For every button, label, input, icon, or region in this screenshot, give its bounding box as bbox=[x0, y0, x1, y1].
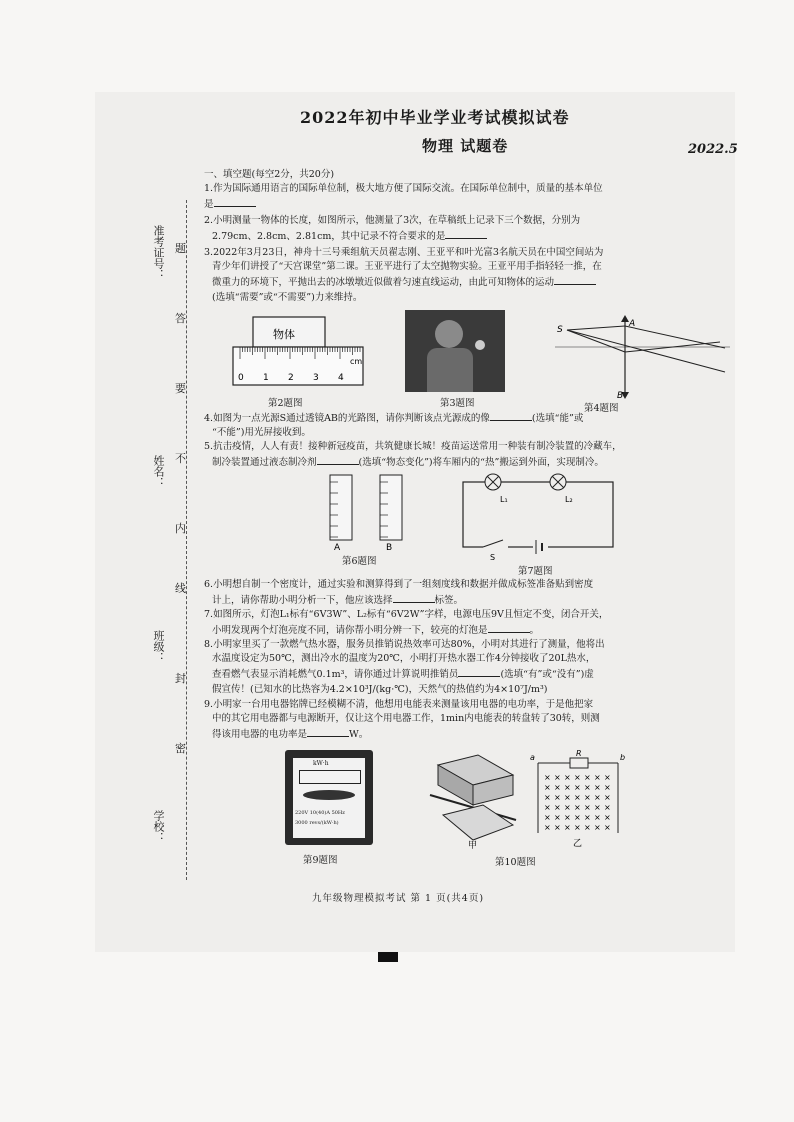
unit-label: cm bbox=[350, 357, 363, 366]
question-5 bbox=[204, 440, 622, 470]
figure-9-meter bbox=[285, 750, 373, 845]
field-x-mark: × bbox=[584, 823, 591, 832]
field-x-mark: × bbox=[564, 783, 571, 792]
meter-digits bbox=[299, 770, 361, 784]
tick-label: 3 bbox=[313, 373, 319, 383]
lens-label-a: A bbox=[629, 319, 636, 329]
exam-date: 2022.5 bbox=[688, 142, 738, 157]
question-text: 5.抗击疫情，人人有责！接种新冠疫苗，共筑健康长城！疫苗运送常用一种装有制冷装置的冷藏车， bbox=[204, 441, 622, 452]
field-x-mark: × bbox=[584, 793, 591, 802]
figure-3-caption: 第3题图 bbox=[440, 398, 475, 409]
figure-6-caption: 第6题图 bbox=[342, 556, 377, 567]
seal-char: 题 bbox=[175, 242, 186, 255]
field-x-mark: × bbox=[564, 813, 571, 822]
field-x-mark: × bbox=[544, 773, 551, 782]
question-text: 是 bbox=[204, 199, 214, 211]
seal-char: 要 bbox=[175, 382, 186, 395]
figure-3-photo bbox=[405, 310, 505, 392]
field-x-mark: × bbox=[604, 803, 611, 812]
lens-arrow-top bbox=[621, 315, 629, 322]
field-x-mark: × bbox=[544, 803, 551, 812]
seal-char: 内 bbox=[175, 522, 186, 535]
seal-char: 不 bbox=[175, 452, 186, 465]
question-text: (选填“能”或 bbox=[531, 413, 584, 424]
light-ray bbox=[567, 330, 725, 372]
question-text: 2.小明测量一物体的长度，如图所示，他测量了3次，在草稿纸上记录下三个数据，分别为 bbox=[204, 215, 581, 226]
field-x-mark: × bbox=[554, 773, 561, 782]
figure-2-ruler bbox=[228, 312, 373, 392]
label-a bbox=[330, 475, 352, 540]
field-x-mark: × bbox=[554, 793, 561, 802]
field-x-mark: × bbox=[574, 823, 581, 832]
figure-10-jia bbox=[428, 750, 518, 850]
answer-blank[interactable] bbox=[214, 196, 256, 207]
l1-label: L₁ bbox=[500, 495, 508, 504]
field-x-mark: × bbox=[574, 783, 581, 792]
question-9 bbox=[204, 698, 600, 743]
yi-label: 乙 bbox=[573, 839, 583, 848]
answer-blank[interactable] bbox=[554, 274, 596, 285]
question-text: 计上，请你帮助小明分析一下，他应该选择 bbox=[212, 595, 393, 607]
light-ray bbox=[567, 330, 625, 352]
question-text: 假宣传！(已知水的比热容为4.2×10³J/(kg·℃)，天然气的热值约为4×10⁷J/m³) bbox=[212, 683, 548, 695]
page-marker bbox=[378, 952, 398, 962]
field-x-mark: × bbox=[544, 823, 551, 832]
figure-7-caption: 第7题图 bbox=[518, 566, 553, 577]
field-x-mark: × bbox=[604, 783, 611, 792]
magnet-bottom bbox=[443, 805, 513, 840]
field-x-mark: × bbox=[594, 783, 601, 792]
astronaut-head bbox=[435, 320, 463, 348]
source-label: S bbox=[557, 325, 563, 335]
point-a-label: a bbox=[530, 753, 535, 762]
question-text: 3.2022年3月23日，神舟十三号乘组航天员翟志刚、王亚平和叶光富3名航天员在中国空间站为 bbox=[204, 247, 604, 258]
question-1 bbox=[204, 182, 603, 212]
field-x-mark: × bbox=[594, 793, 601, 802]
figure-10-yi bbox=[528, 748, 628, 848]
field-x-mark: × bbox=[564, 793, 571, 802]
exam-number-label: 准考证号： bbox=[152, 225, 165, 280]
answer-blank[interactable] bbox=[488, 622, 530, 633]
resistor-label: R bbox=[576, 749, 582, 758]
field-x-mark: × bbox=[604, 793, 611, 802]
field-x-mark: × bbox=[604, 813, 611, 822]
seal-char: 答 bbox=[175, 312, 186, 325]
question-text: 得该用电器的电功率是 bbox=[212, 729, 308, 741]
question-text: (选填“有”或“没有”)虚 bbox=[500, 669, 594, 681]
resistor bbox=[570, 758, 588, 768]
field-x-mark: × bbox=[544, 783, 551, 792]
answer-blank[interactable] bbox=[458, 666, 500, 677]
figure-4-caption: 第4题图 bbox=[584, 403, 619, 414]
page-footer: 九年级物理模拟考试 第 1 页(共4页) bbox=[312, 893, 485, 904]
question-text: W。 bbox=[349, 729, 369, 741]
question-text: “不能”)用光屏接收到。 bbox=[212, 427, 311, 439]
question-text: 2.79cm、2.8cm、2.81cm，其中记录不符合要求的是 bbox=[212, 231, 446, 243]
label-b bbox=[380, 475, 402, 540]
meter-spec: 220V 10(40)A 50Hz bbox=[295, 810, 345, 816]
field-x-mark: × bbox=[594, 773, 601, 782]
jia-label: 甲 bbox=[468, 841, 478, 850]
field-x-mark: × bbox=[594, 813, 601, 822]
question-text: 4.如图为一点光源S通过透镜AB的光路图，请你判断该点光源成的像 bbox=[204, 413, 490, 424]
seal-char: 线 bbox=[175, 582, 186, 595]
question-6 bbox=[204, 578, 593, 608]
field-x-mark: × bbox=[544, 793, 551, 802]
field-x-mark: × bbox=[554, 823, 561, 832]
field-x-mark: × bbox=[574, 803, 581, 812]
field-x-mark: × bbox=[574, 813, 581, 822]
question-text: 水温度设定为50℃，测出冷水的温度为20℃，小明打开热水器工作4分钟接收了20L热水， bbox=[212, 653, 596, 665]
tick-label: 2 bbox=[288, 373, 294, 383]
question-text: 制冷装置通过液态制冷剂 bbox=[212, 457, 317, 469]
exam-subtitle: 物理 试题卷 bbox=[422, 137, 509, 155]
light-ray bbox=[625, 326, 725, 348]
binding-line bbox=[186, 200, 187, 880]
question-7 bbox=[204, 608, 608, 638]
tick-label: 0 bbox=[238, 373, 244, 383]
meter-rev: 3000 revs/(kW·h) bbox=[295, 820, 339, 826]
label-b-text: B bbox=[386, 543, 393, 550]
ice-mascot bbox=[475, 340, 485, 350]
label-a-text: A bbox=[334, 543, 341, 550]
question-text: 9.小明家一台用电器铭牌已经模糊不清，他想用电能表来测量该用电器的电功率，于是他把家 bbox=[204, 699, 594, 710]
school-label: 学校： bbox=[152, 810, 165, 843]
l2-label: L₂ bbox=[565, 495, 573, 504]
field-x-mark: × bbox=[564, 823, 571, 832]
field-x-mark: × bbox=[564, 803, 571, 812]
field-x-mark: × bbox=[574, 793, 581, 802]
lens-label-b: B bbox=[617, 391, 624, 401]
question-text: 青少年们讲授了“天宫课堂”第二课。王亚平进行了太空抛物实验。王亚平用手指轻轻一推，在 bbox=[212, 261, 602, 273]
question-text: 。 bbox=[529, 625, 540, 637]
question-text: 标签。 bbox=[434, 595, 464, 607]
exam-title: 2022年初中毕业学业考试模拟试卷 bbox=[300, 108, 570, 127]
question-text: 1.作为国际通用语言的国际单位制，极大地方便了国际交流。在国际单位制中，质量的基本单位 bbox=[204, 183, 603, 194]
field-x-mark: × bbox=[584, 773, 591, 782]
question-text: 6.小明想自制一个密度计，通过实验和测算得到了一组刻度线和数据并做成标签准备贴到密度 bbox=[204, 579, 594, 590]
field-x-mark: × bbox=[554, 783, 561, 792]
question-text: (选填“需要”或“不需要”)力来维持。 bbox=[212, 291, 363, 303]
field-x-mark: × bbox=[584, 803, 591, 812]
field-x-mark: × bbox=[574, 773, 581, 782]
object-label: 物体 bbox=[273, 328, 295, 341]
figure-7-circuit bbox=[458, 470, 623, 560]
question-text: 小明发现两个灯泡亮度不同，请你帮小明分辨一下，较亮的灯泡是 bbox=[212, 625, 488, 637]
question-2 bbox=[204, 214, 580, 244]
question-text: 7.如图所示，灯泡L₁标有“6V3W”、L₂标有“6V2W”字样，电源电压9V且恒定不变，闭合开关， bbox=[204, 609, 609, 620]
figure-6-labels bbox=[320, 470, 420, 550]
circuit-wire bbox=[463, 482, 613, 547]
question-text: 微重力的环境下，平抛出去的冰墩墩近似做着匀速直线运动，由此可知物体的运动 bbox=[212, 277, 555, 289]
answer-blank[interactable] bbox=[445, 228, 487, 239]
question-4 bbox=[204, 410, 583, 440]
figure-2-caption: 第2题图 bbox=[268, 398, 303, 409]
question-3 bbox=[204, 246, 603, 305]
figure-10-caption: 第10题图 bbox=[495, 857, 536, 868]
figure-4-lens bbox=[555, 312, 730, 402]
seal-char: 封 bbox=[175, 672, 186, 685]
class-label: 班级： bbox=[152, 630, 165, 663]
answer-blank[interactable] bbox=[307, 726, 349, 737]
field-x-mark: × bbox=[594, 803, 601, 812]
field-x-mark: × bbox=[584, 813, 591, 822]
answer-blank[interactable] bbox=[393, 592, 435, 603]
point-b-label: b bbox=[620, 753, 626, 762]
answer-blank[interactable] bbox=[490, 410, 532, 421]
field-x-mark: × bbox=[554, 803, 561, 812]
question-text: (选填“物态变化”)将车厢内的“热”搬运到外面，实现制冷。 bbox=[358, 457, 604, 469]
answer-blank[interactable] bbox=[317, 454, 359, 465]
meter-disc bbox=[303, 790, 355, 800]
field-x-mark: × bbox=[604, 823, 611, 832]
question-text: 8.小明家里买了一款燃气热水器，服务员推销说热效率可达80%，小明对其进行了测量，他将出 bbox=[204, 639, 605, 650]
field-x-mark: × bbox=[564, 773, 571, 782]
question-text: 查看燃气表显示消耗燃气0.1m³，请你通过计算说明推销员 bbox=[212, 669, 459, 681]
tick-label: 1 bbox=[263, 373, 269, 383]
section-heading: 一、填空题(每空2分，共20分) bbox=[204, 169, 335, 180]
question-text: 中的其它用电器都与电源断开，仅让这个用电器工作，1min内电能表的转盘转了30转，则测 bbox=[212, 713, 600, 725]
field-x-mark: × bbox=[604, 773, 611, 782]
meter-unit: kW·h bbox=[313, 760, 329, 767]
light-ray bbox=[567, 326, 625, 330]
field-x-mark: × bbox=[544, 813, 551, 822]
meter-face bbox=[293, 758, 365, 838]
question-8 bbox=[204, 638, 605, 697]
field-x-mark: × bbox=[584, 783, 591, 792]
field-x-mark: × bbox=[554, 813, 561, 822]
switch-label: S bbox=[490, 553, 496, 560]
astronaut-body bbox=[427, 348, 473, 392]
tick-label: 4 bbox=[338, 373, 344, 383]
field-x-mark: × bbox=[594, 823, 601, 832]
name-label: 姓名： bbox=[152, 455, 165, 488]
seal-char: 密 bbox=[175, 742, 186, 755]
magnetic-field-marks bbox=[544, 773, 611, 832]
figure-9-caption: 第9题图 bbox=[303, 855, 338, 866]
